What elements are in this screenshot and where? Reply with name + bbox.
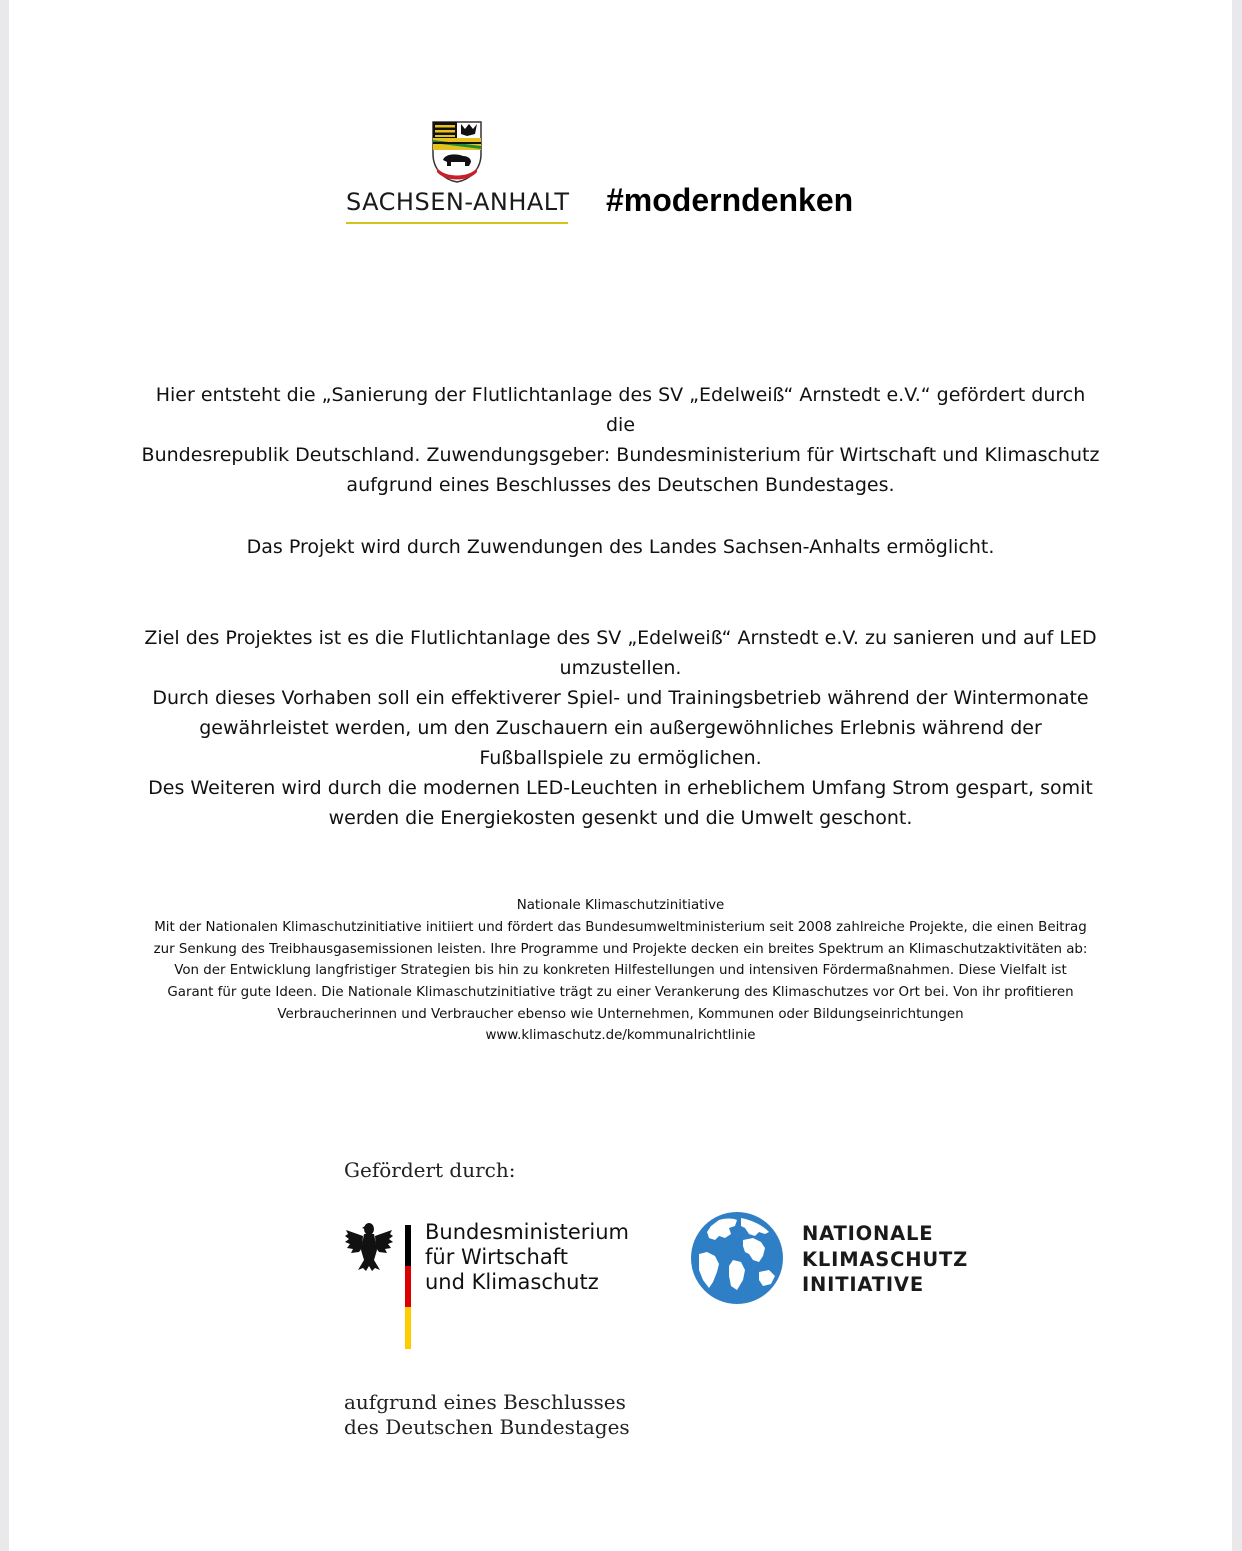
text-line: Des Weiteren wird durch die modernen LED-Leuchten in erheblichem Umfang Strom gespart, somit xyxy=(148,777,1093,799)
sachsen-anhalt-crest-icon xyxy=(431,120,483,184)
text-line: Bundesrepublik Deutschland. Zuwendungsgeber: Bundesministerium für Wirtschaft und Klimaschutz xyxy=(141,444,1100,466)
paragraph-funding-statement xyxy=(139,380,1102,500)
flag-stripe-gold xyxy=(405,1307,411,1349)
text-line: werden die Energiekosten gesenkt und die Umwelt geschont. xyxy=(328,807,913,829)
text-line: Fußballspiele zu ermöglichen. xyxy=(479,747,762,769)
hashtag-slogan: #moderndenken xyxy=(606,182,854,218)
initiative-note-title: Nationale Klimaschutzinitiative xyxy=(516,898,725,913)
initiative-url: www.klimaschutz.de/kommunalrichtlinie xyxy=(485,1028,756,1043)
federal-eagle-icon xyxy=(344,1220,394,1272)
text-line: aufgrund eines Beschlusses xyxy=(344,1390,626,1414)
text-line: Garant für gute Ideen. Die Nationale Klimaschutzinitiative trägt zu einer Verankerung des Klimaschutzes vor Ort bei. Von ihr profitieren xyxy=(167,985,1074,1001)
text-line: Das Projekt wird durch Zuwendungen des Landes Sachsen-Anhalts ermöglicht. xyxy=(246,536,995,558)
text-line: Durch dieses Vorhaben soll ein effektiverer Spiel- und Trainingsbetrieb während der Wintermonate xyxy=(152,687,1089,709)
text-line: des Deutschen Bundestages xyxy=(344,1415,630,1439)
flag-stripe-red xyxy=(405,1266,411,1307)
text-line: Von der Entwicklung langfristiger Strategien bis hin zu konkreten Hilfestellungen und intensiven Fördermaßnahmen. Diese Vielfalt ist xyxy=(174,963,1067,979)
text-line: Verbraucherinnen und Verbraucher ebenso wie Unternehmen, Kommunen oder Bildungseinrichtungen xyxy=(277,1006,964,1022)
text-line: NATIONALE xyxy=(802,1222,934,1245)
text-line: INITIATIVE xyxy=(802,1273,924,1296)
text-line: und Klimaschutz xyxy=(425,1270,599,1294)
paragraph-state-funding xyxy=(139,532,1102,562)
state-name-underline xyxy=(346,222,568,224)
text-line: aufgrund eines Beschlusses des Deutschen Bundestages. xyxy=(346,474,895,496)
ministry-name xyxy=(425,1220,629,1295)
text-line: für Wirtschaft xyxy=(425,1245,568,1269)
flag-stripe-black xyxy=(405,1225,411,1266)
text-line: KLIMASCHUTZ xyxy=(802,1247,969,1271)
funded-by-label: Gefördert durch: xyxy=(344,1158,516,1182)
initiative-note-body xyxy=(139,917,1102,1026)
document-page xyxy=(9,0,1232,1551)
text-line: Mit der Nationalen Klimaschutzinitiative initiiert und fördert das Bundesumweltministerium seit 2008 zahlreiche Projekte, die einen Beitrag xyxy=(154,920,1087,935)
initiative-wordmark xyxy=(802,1221,968,1298)
globe-icon xyxy=(689,1210,785,1306)
text-line: Hier entsteht die „Sanierung der Flutlichtanlage des SV „Edelweiß“ Arnstedt e.V.“ gefördert durch die xyxy=(155,384,1086,436)
resolution-note xyxy=(344,1390,630,1440)
text-line: Ziel des Projektes ist es die Flutlichtanlage des SV „Edelweiß“ Arnstedt e.V. zu sanieren und auf LED xyxy=(144,627,1097,649)
text-line: Bundesministerium xyxy=(425,1220,629,1244)
text-line: umzustellen. xyxy=(559,657,682,679)
text-line: gewährleistet werden, um den Zuschauern ein außergewöhnliches Erlebnis während der xyxy=(199,717,1042,739)
text-line: zur Senkung des Treibhausgasemissionen leisten. Ihre Programme und Projekte decken ein breites Spektrum an Klimaschutzaktivitäten ab: xyxy=(153,941,1088,957)
state-name-label: SACHSEN-ANHALT xyxy=(346,188,570,216)
paragraph-project-goal xyxy=(139,623,1102,833)
